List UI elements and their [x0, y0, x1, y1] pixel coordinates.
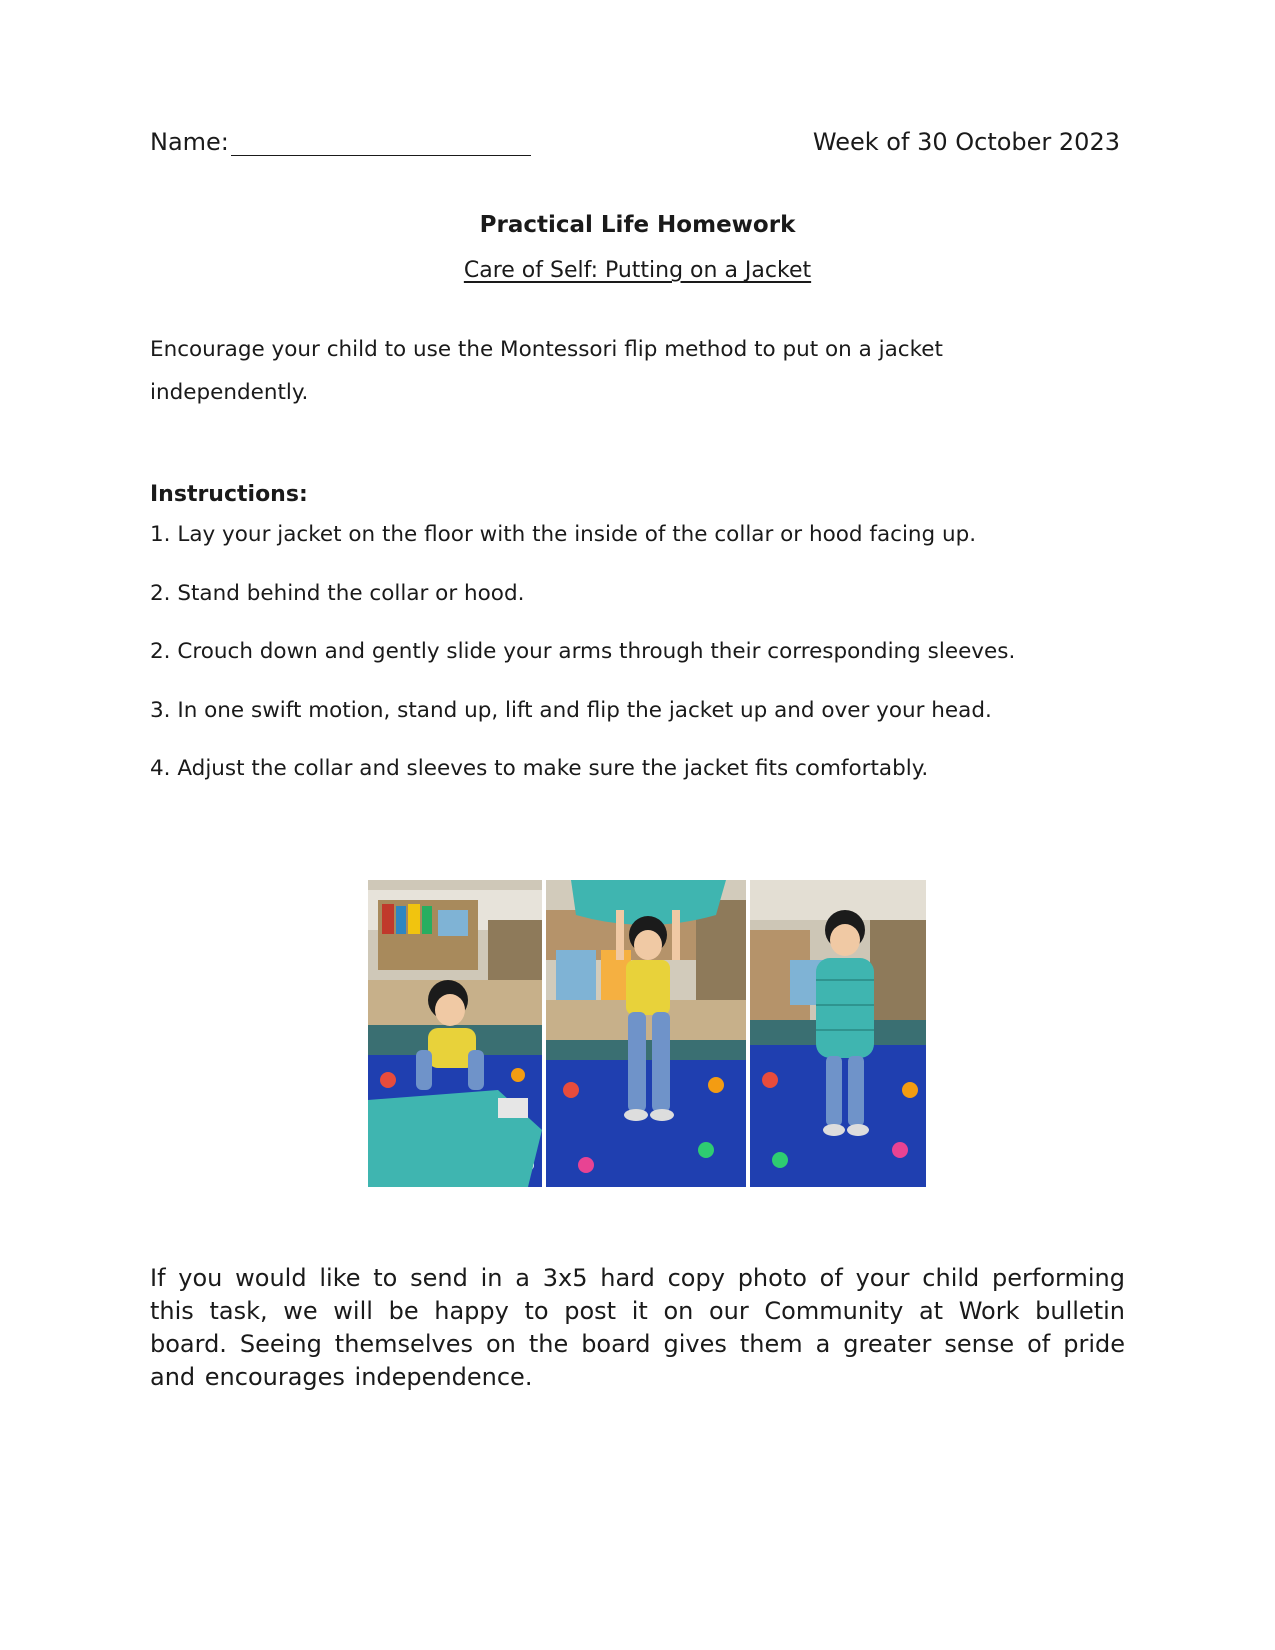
- name-label: Name:: [150, 128, 229, 156]
- instruction-step: 2. Stand behind the collar or hood.: [150, 580, 525, 606]
- name-blank-line[interactable]: [231, 129, 531, 156]
- header-row: [150, 128, 1120, 160]
- photo-wearing-image: [750, 880, 926, 1187]
- instruction-step: 4. Adjust the collar and sleeves to make sure the jacket fits comfortably.: [150, 756, 929, 781]
- instructions-list: [150, 520, 1130, 813]
- photo-crouching-image: [368, 880, 542, 1187]
- instructions-heading: Instructions:: [150, 482, 308, 507]
- instruction-step: 3. In one swift motion, stand up, lift and flip the jacket up and over your head.: [150, 697, 992, 723]
- closing-paragraph: If you would like to send in a 3x5 hard copy photo of your child performing this task, we will be happy to post it on our Community at Work bulletin board. Seeing themselves on the board gives them a greater sense of pride and encourages independence.: [150, 1264, 1125, 1391]
- week-label: Week of 30 October 2023: [812, 128, 1120, 156]
- photo-crouching: [368, 880, 542, 1187]
- page-subtitle: Care of Self: Putting on a Jacket: [463, 258, 812, 283]
- intro-paragraph: Encourage your child to use the Montessori flip method to put on a jacket independently.: [150, 337, 943, 405]
- instruction-step: 1. Lay your jacket on the floor with the inside of the collar or hood facing up.: [150, 522, 977, 547]
- instruction-step: 2. Crouch down and gently slide your arms through their corresponding sleeves.: [150, 639, 1016, 664]
- page-title: Practical Life Homework: [479, 212, 796, 238]
- photo-flipping-image: [546, 880, 746, 1187]
- photo-strip: [368, 880, 926, 1187]
- photo-flipping: [546, 880, 746, 1187]
- name-field: [150, 128, 531, 156]
- photo-wearing: [750, 880, 926, 1187]
